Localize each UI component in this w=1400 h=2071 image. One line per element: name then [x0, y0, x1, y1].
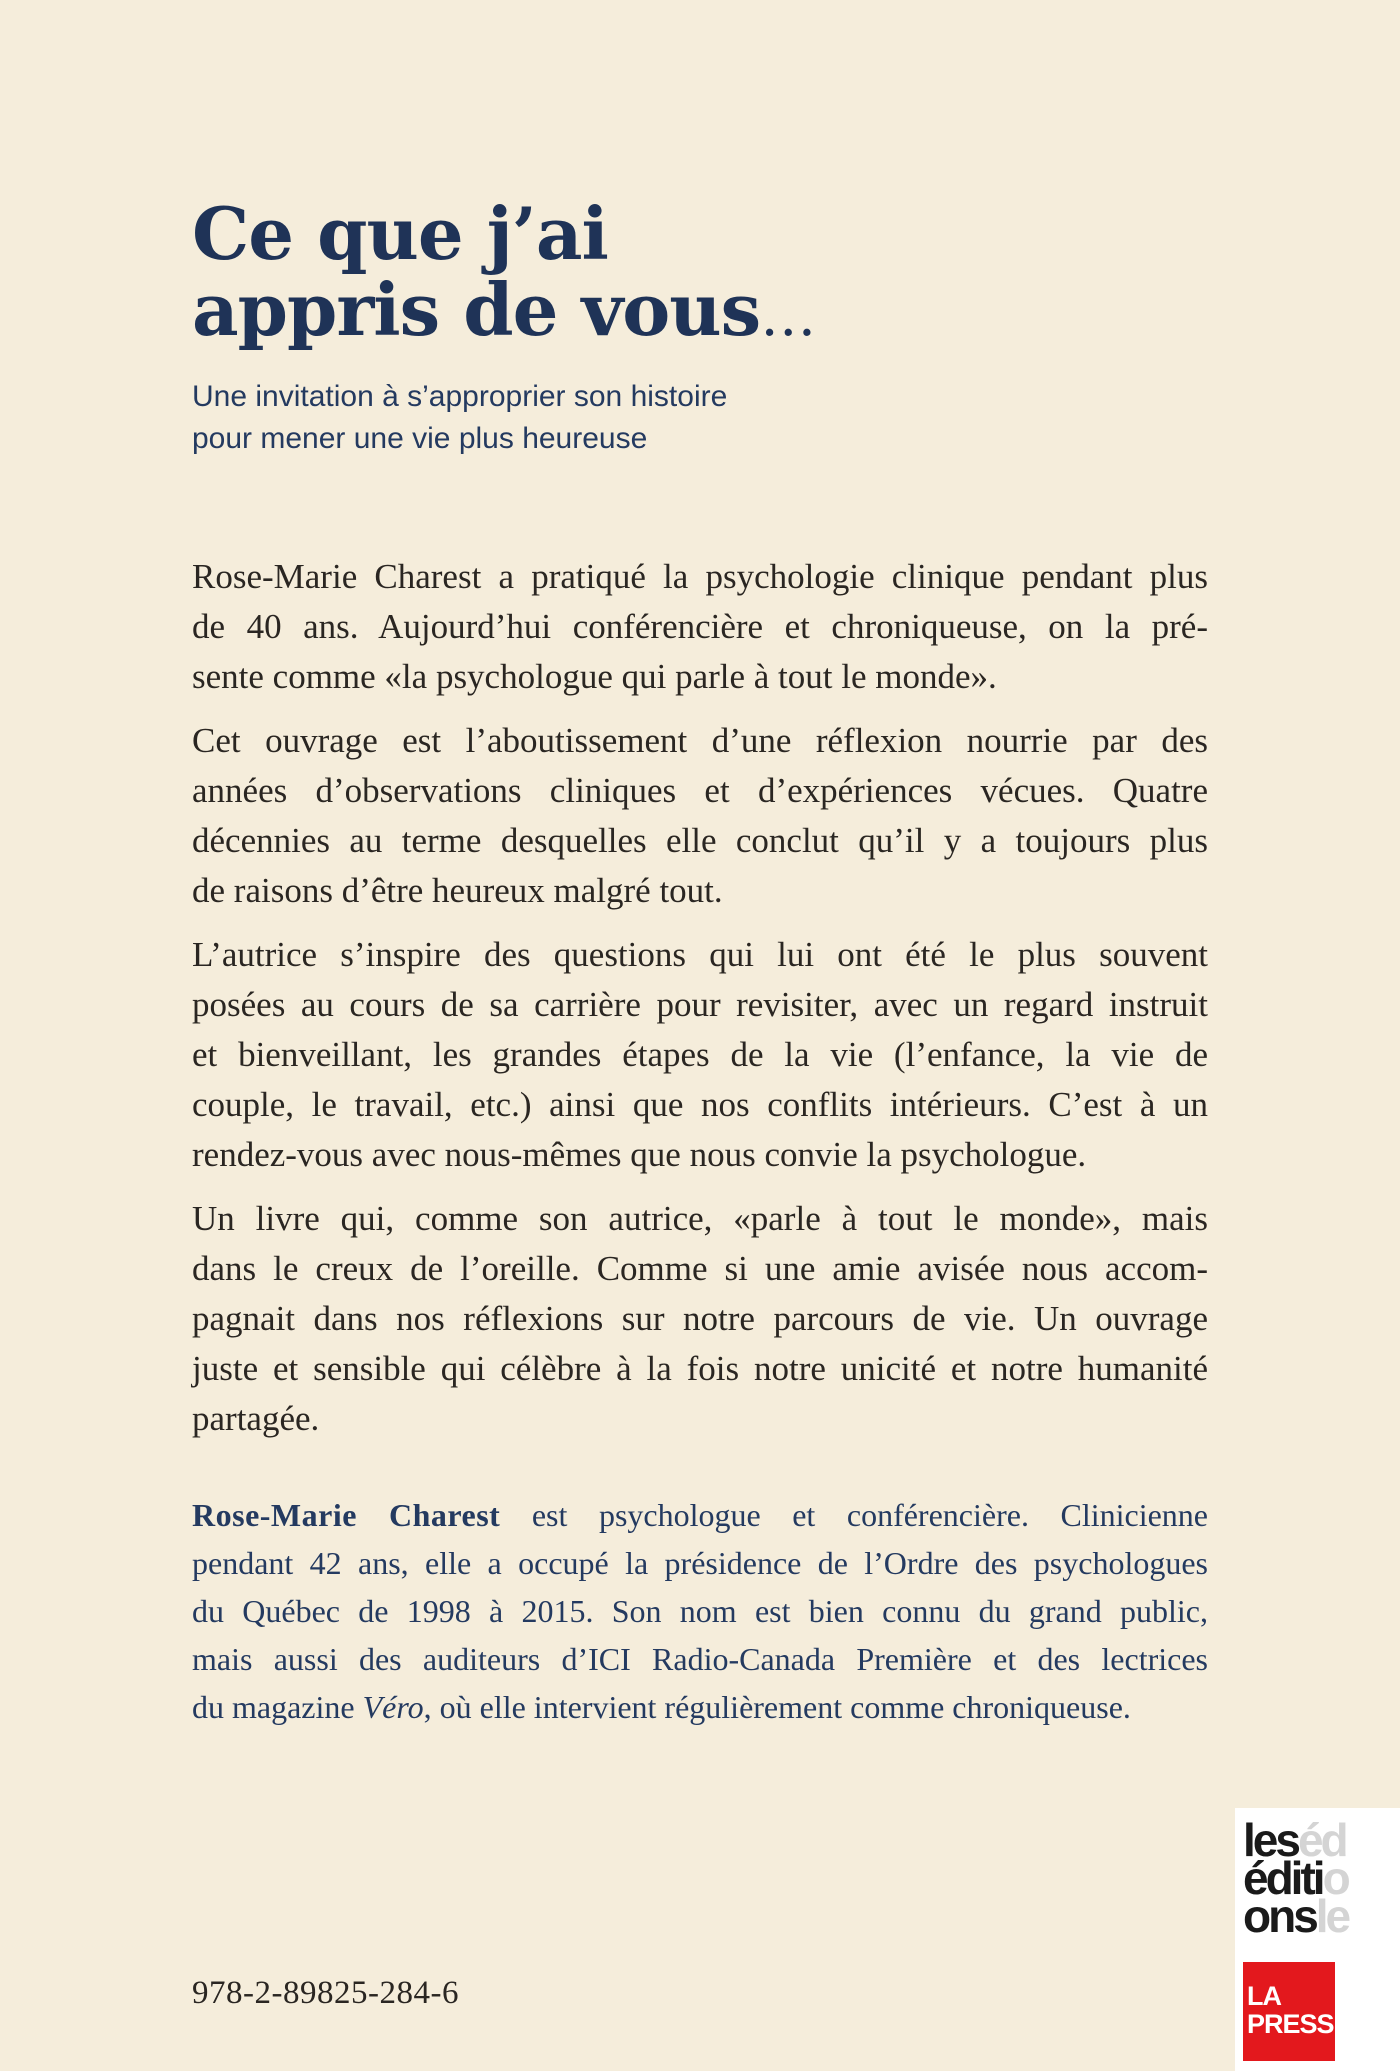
- bio-line-3: du Québec de 1998 à 2015. Son nom est bien connu du grand public,: [192, 1593, 1208, 1629]
- paragraph-line: dans le creux de l’oreille. Comme si une amie avisée nous accom-: [192, 1249, 1208, 1288]
- paragraph-line: Cet ouvrage est l’aboutissement d’une réflexion nourrie par des: [192, 721, 1208, 760]
- book-subtitle-line-2: pour mener une vie plus heureuse: [192, 422, 648, 455]
- book-subtitle-line-1: Une invitation à s’approprier son histoire: [192, 380, 728, 413]
- paragraph-line: Un livre qui, comme son autrice, «parle à tout le monde», mais: [192, 1199, 1208, 1238]
- book-title-ellipsis: …: [760, 284, 816, 349]
- bio-line-5-after: , où elle intervient régulièrement comme chroniqueuse.: [423, 1689, 1131, 1725]
- paragraph-line: partagée.: [192, 1399, 320, 1438]
- paragraph-line: couple, le travail, etc.) ainsi que nos conflits intérieurs. C’est à un: [192, 1085, 1208, 1124]
- paragraph-line: juste et sensible qui célèbre à la fois notre unicité et notre humanité: [192, 1349, 1208, 1388]
- book-title: [192, 191, 816, 355]
- paragraph-line: Rose-Marie Charest a pratiqué la psychologie clinique pendant plus: [192, 557, 1208, 596]
- paragraph-line: années d’observations cliniques et d’expériences vécues. Quatre: [192, 771, 1208, 810]
- paragraph-line: de raisons d’être heureux malgré tout.: [192, 871, 723, 910]
- author-name: Rose-Marie Charest: [192, 1497, 501, 1533]
- logo-red-line-1: LA: [1247, 1981, 1281, 2011]
- book-title-line-1: Ce que j’ai: [192, 191, 608, 276]
- paragraph-line: L’autrice s’inspire des questions qui lui ont été le plus souvent: [192, 935, 1208, 974]
- logo-row-3-faint: le: [1315, 1890, 1349, 1936]
- logo-red-line-2: PRESSE: [1247, 2009, 1351, 2039]
- logo-row-1-faint: éd: [1297, 1822, 1346, 1866]
- paragraph-line: sente comme «la psychologue qui parle à tout le monde».: [192, 657, 997, 696]
- logo-row-3: [1243, 1890, 1393, 1936]
- book-title-line-2: [192, 267, 816, 355]
- bio-line-2: pendant 42 ans, elle a occupé la présidence de l’Ordre des psychologues: [192, 1545, 1208, 1581]
- paragraph-line: décennies au terme desquelles elle conclut qu’il y a toujours plus: [192, 821, 1208, 860]
- paragraph-line: et bienveillant, les grandes étapes de la vie (l’enfance, la vie de: [192, 1035, 1208, 1074]
- paragraph-line: posées au cours de sa carrière pour revisiter, avec un regard instruit: [192, 985, 1208, 1024]
- paragraph-line: pagnait dans nos réflexions sur notre parcours de vie. Un ouvrage: [192, 1299, 1208, 1338]
- publisher-logo-wordmark: [1243, 1822, 1393, 1936]
- logo-row-2-faint: o: [1322, 1852, 1348, 1904]
- logo-row-3-dark: ons: [1243, 1890, 1316, 1936]
- logo-row-2-dark: éditi: [1243, 1852, 1323, 1904]
- description-paragraph-4: [192, 1194, 1208, 1444]
- book-subtitle: [192, 376, 727, 460]
- paragraph-line: de 40 ans. Aujourd’hui conférencière et chroniqueuse, on la pré-: [192, 607, 1208, 646]
- publisher-logo: [1235, 1808, 1400, 2071]
- bio-line-1: [192, 1491, 1208, 1539]
- magazine-name: Véro: [362, 1689, 424, 1725]
- book-title-line-2-text: appris de vous: [192, 267, 761, 352]
- isbn-number: 978-2-89825-284-6: [192, 1975, 459, 2011]
- bio-line-1-text: est psychologue et conférencière. Clinicienne: [500, 1497, 1209, 1533]
- author-bio: [192, 1491, 1208, 1731]
- description-paragraph-3: [192, 930, 1208, 1180]
- paragraph-line: rendez-vous avec nous-mêmes que nous convie la psychologue.: [192, 1135, 1087, 1174]
- description-paragraph-1: [192, 552, 1208, 702]
- bio-line-5-before: du magazine: [192, 1689, 363, 1725]
- publisher-logo-red-block: [1243, 1962, 1351, 2061]
- logo-row-1-dark: les: [1243, 1822, 1298, 1866]
- description-paragraph-2: [192, 716, 1208, 916]
- book-description: [192, 552, 1208, 1458]
- bio-line-5: [192, 1683, 1208, 1731]
- bio-line-4: mais aussi des auditeurs d’ICI Radio-Canada Première et des lectrices: [192, 1641, 1208, 1677]
